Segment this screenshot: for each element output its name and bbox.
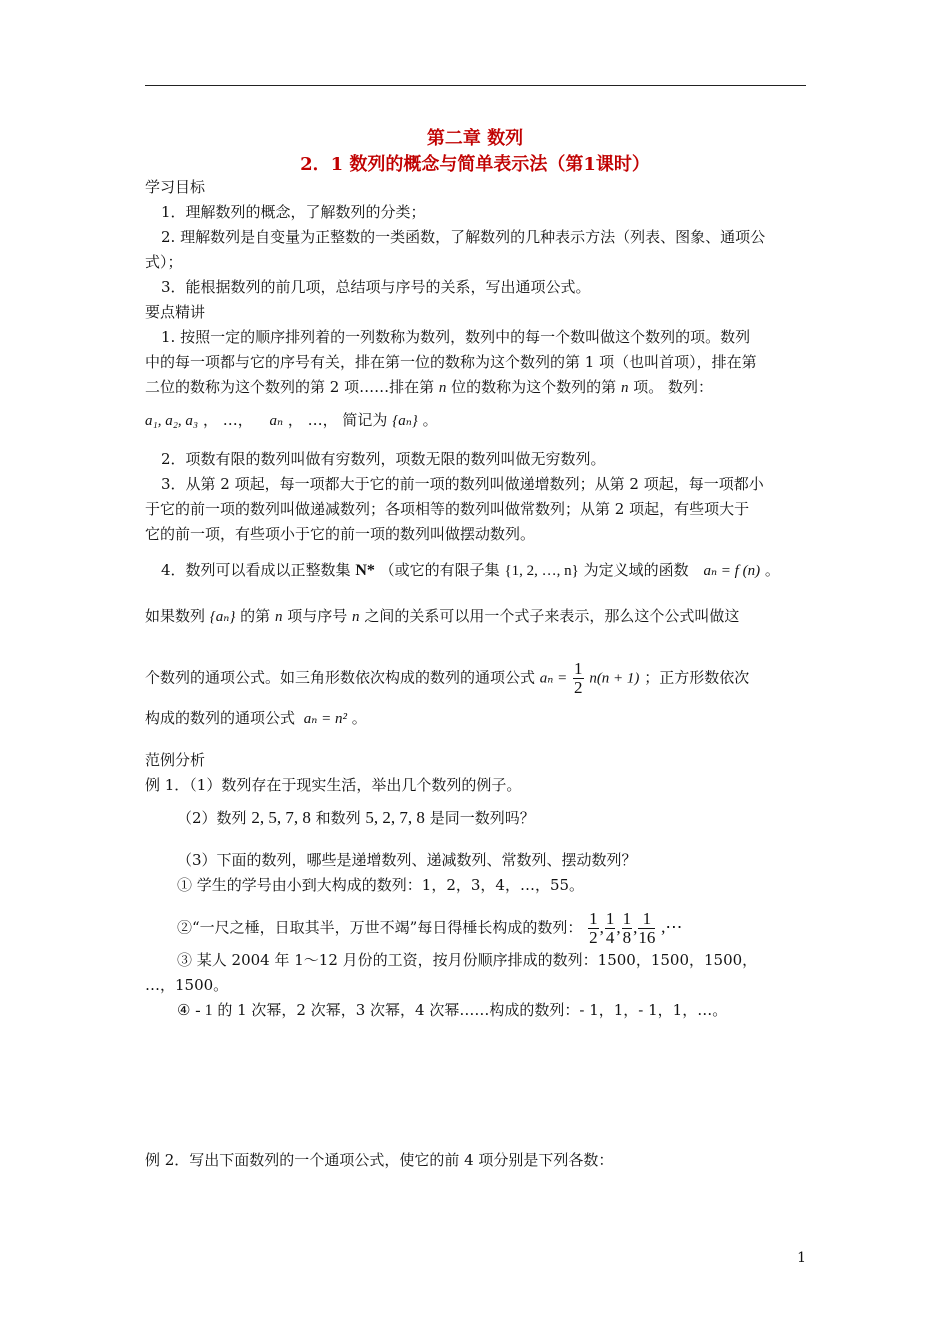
point-1-end: 。 bbox=[422, 411, 438, 429]
point-4-text-g: 之间的关系可以用一个式子来表示，那么这个公式叫做这 bbox=[364, 607, 740, 625]
fraction-denominator: 4 bbox=[605, 928, 615, 947]
example-1-3-item-b bbox=[177, 910, 682, 947]
point-4-line-3 bbox=[145, 660, 749, 697]
example-1-2-text-b: 和数列 bbox=[315, 809, 361, 827]
section-title: 2．1 数列的概念与简单表示法（第1课时） bbox=[300, 154, 650, 175]
point-4-text-c: 为定义域的函数 bbox=[583, 561, 689, 579]
point-1-sep-2: ， …， 简记为 bbox=[287, 411, 388, 429]
fraction-denominator: 8 bbox=[622, 928, 632, 947]
fraction-denominator: 16 bbox=[638, 928, 656, 947]
point-4-line-4 bbox=[145, 708, 367, 729]
example-1-3-item-c: ③ 某人 2004 年 1～12 月份的工资，按月份顺序排成的数列：1500，1500，1500， bbox=[177, 951, 758, 969]
chapter-title: 第二章 数列 bbox=[426, 128, 524, 149]
fraction-item bbox=[638, 910, 655, 947]
fraction-separator: , bbox=[616, 917, 621, 937]
sequence-ellipsis: ,⋯ bbox=[661, 917, 683, 937]
page-number: 1 bbox=[797, 1250, 806, 1266]
point-1-text-c: 项。 数列： bbox=[633, 378, 714, 396]
function-formula: aₙ = f (n) bbox=[703, 563, 761, 579]
fraction-item bbox=[622, 910, 633, 947]
example-1-2-text-a: （2）数列 bbox=[177, 809, 247, 827]
point-4-n: n bbox=[274, 609, 283, 625]
point-2: 2．项数有限的数列叫做有穷数列，项数无限的数列叫做无穷数列。 bbox=[161, 450, 606, 468]
point-1-line-3 bbox=[145, 377, 713, 398]
sequence-notation-2: {aₙ} bbox=[209, 609, 236, 625]
example-1-3-item-c-cont: …，1500。 bbox=[145, 976, 229, 994]
example-1-3-d-text: 的 1 次幂，2 次幂，3 次幂，4 次幂……构成的数列：- 1，1，- 1，1，…。 bbox=[217, 1001, 728, 1019]
sequence-notation: {aₙ} bbox=[392, 413, 418, 429]
point-4-text-e: 的第 bbox=[240, 607, 271, 625]
example-1-part-2 bbox=[177, 808, 535, 828]
point-4-line-1 bbox=[161, 560, 780, 581]
sequence-a1-a3: a₁, a₂, a₃ bbox=[145, 413, 199, 429]
example-1-part-3: （3）下面的数列，哪些是递增数列、递减数列、常数列、摆动数列？ bbox=[177, 851, 637, 869]
point-1-text-a: 二位的数称为这个数列的第 2 项……排在第 bbox=[145, 378, 435, 396]
fraction-numerator: 1 bbox=[574, 659, 583, 678]
natural-set-symbol: N* bbox=[355, 562, 375, 579]
point-1-n: n bbox=[438, 380, 447, 396]
point-1-sep-1: ， …， bbox=[202, 411, 253, 429]
point-1-text-b: 位的数称为这个数列的第 bbox=[451, 378, 617, 396]
examples-heading: 范例分析 bbox=[145, 751, 206, 769]
point-4-text-j: 构成的数列的通项公式 bbox=[145, 709, 296, 727]
fraction-numerator: 1 bbox=[589, 909, 598, 928]
point-4-text-i: ；正方形数依次 bbox=[644, 668, 750, 687]
fraction-item bbox=[588, 910, 599, 947]
points-heading: 要点精讲 bbox=[145, 303, 206, 321]
triangular-tail: n(n + 1) bbox=[589, 670, 640, 687]
finite-subset: {1, 2, …, n} bbox=[504, 563, 579, 579]
fraction-separator: , bbox=[599, 917, 604, 937]
point-1-n-2: n bbox=[620, 380, 629, 396]
fraction-one-half bbox=[573, 660, 584, 697]
fraction-numerator: 1 bbox=[638, 910, 655, 929]
goal-item-3: 3．能根据数列的前几项，总结项与序号的关系，写出通项公式。 bbox=[161, 278, 591, 296]
point-4-text-f: 项与序号 bbox=[287, 607, 348, 625]
point-1-line-2: 中的每一项都与它的序号有关，排在第一位的数称为这个数列的第 1 项（也叫首项），排在第 bbox=[145, 353, 757, 371]
point-4-text-a: 4．数列可以看成以正整数集 bbox=[161, 561, 351, 579]
negative-one-base: - 1 bbox=[195, 1002, 213, 1019]
point-4-n-2: n bbox=[352, 609, 360, 625]
square-formula: aₙ = n² bbox=[303, 711, 347, 727]
fraction-separator: , bbox=[633, 917, 638, 937]
example-1-part-1: 例 1．（1）数列存在于现实生活，举出几个数列的例子。 bbox=[145, 776, 522, 794]
example-1-2-text-c: 是同一数列吗？ bbox=[429, 809, 535, 827]
point-4-text-b: （或它的有限子集 bbox=[379, 561, 500, 579]
triangular-an: aₙ = bbox=[539, 670, 568, 687]
example-1-3-b-text: ②“一尺之棰，日取其半，万世不竭”每日得棰长构成的数列： bbox=[177, 918, 583, 937]
fraction-denominator: 2 bbox=[589, 928, 598, 947]
example-1-3-item-a: ① 学生的学号由小到大构成的数列：1，2，3，4，…，55。 bbox=[177, 876, 585, 894]
sequence-5278: 5, 2, 7, 8 bbox=[365, 808, 425, 827]
header-rule bbox=[145, 85, 806, 86]
sequence-2578: 2, 5, 7, 8 bbox=[251, 808, 311, 827]
example-1-3-d-marker: ④ bbox=[177, 1001, 191, 1019]
sequence-an: aₙ bbox=[269, 413, 284, 429]
point-1-line-4 bbox=[145, 410, 438, 431]
fraction-numerator: 1 bbox=[605, 909, 615, 928]
point-4-line-2 bbox=[145, 606, 739, 627]
half-fraction-sequence bbox=[587, 909, 656, 947]
fraction-denominator: 2 bbox=[574, 678, 583, 697]
fraction-numerator: 1 bbox=[622, 909, 632, 928]
point-4-text-d: 如果数列 bbox=[145, 607, 206, 625]
goals-heading: 学习目标 bbox=[145, 178, 206, 196]
point-4-text-h: 个数列的通项公式。如三角形数依次构成的数列的通项公式 bbox=[145, 668, 536, 687]
example-2: 例 2．写出下面数列的一个通项公式，使它的前 4 项分别是下列各数： bbox=[145, 1151, 614, 1169]
point-3-line-3: 它的前一项，有些项小于它的前一项的数列叫做摆动数列。 bbox=[145, 525, 536, 543]
point-1-line-1: 1. 按照一定的顺序排列着的一列数称为数列，数列中的每一个数叫做这个数列的项。数列 bbox=[161, 328, 751, 346]
goal-item-1: 1．理解数列的概念，了解数列的分类； bbox=[161, 203, 426, 221]
point-4-end: 。 bbox=[764, 561, 780, 579]
point-4-end-2: 。 bbox=[351, 709, 367, 727]
fraction-item bbox=[605, 910, 616, 947]
goal-item-2: 2. 理解数列是自变量为正整数的一类函数，了解数列的几种表示方法（列表、图象、通项公 bbox=[161, 228, 766, 246]
point-3-line-2: 于它的前一项的数列叫做递减数列；各项相等的数列叫做常数列；从第 2 项起，有些项大于 bbox=[145, 500, 750, 518]
example-1-3-item-d bbox=[177, 1000, 727, 1021]
point-3-line-1: 3．从第 2 项起，每一项都大于它的前一项的数列叫做递增数列；从第 2 项起，每一项都小 bbox=[161, 475, 764, 493]
goal-item-2-cont: 式）； bbox=[145, 253, 183, 271]
